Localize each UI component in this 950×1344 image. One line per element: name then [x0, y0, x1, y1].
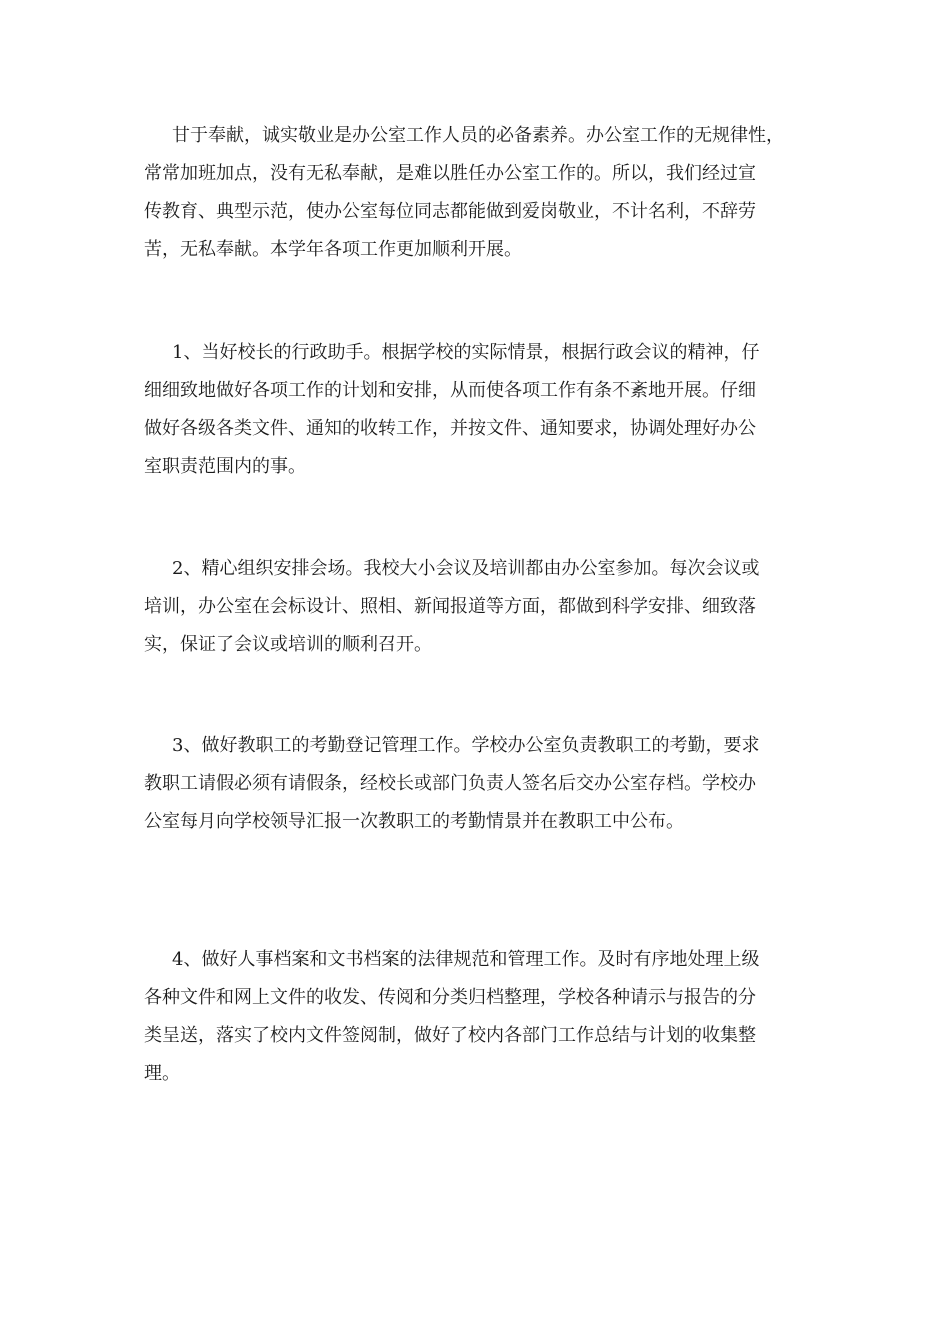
paragraph-line: 培训，办公室在会标设计、照相、新闻报道等方面，都做到科学安排、细致落: [144, 596, 756, 617]
paragraph-line: 3、做好教职工的考勤登记管理工作。学校办公室负责教职工的考勤，要求: [172, 735, 760, 756]
paragraph-line: 室职责范围内的事。: [144, 456, 306, 477]
paragraph-line: 苦，无私奉献。本学年各项工作更加顺利开展。: [144, 239, 522, 260]
paragraph-line: 各种文件和网上文件的收发、传阅和分类归档整理，学校各种请示与报告的分: [144, 987, 756, 1008]
paragraph-line: 公室每月向学校领导汇报一次教职工的考勤情景并在教职工中公布。: [144, 811, 684, 832]
paragraph-line: 传教育、典型示范，使办公室每位同志都能做到爱岗敬业，不计名利，不辞劳: [144, 201, 756, 222]
paragraph-line: 理。: [144, 1063, 180, 1084]
paragraph-item-1: [144, 334, 804, 486]
paragraph-line: 做好各级各类文件、通知的收转工作，并按文件、通知要求，协调处理好办公: [144, 418, 756, 439]
paragraph-line: 常常加班加点，没有无私奉献，是难以胜任办公室工作的。所以，我们经过宣: [144, 163, 756, 184]
paragraph-item-4: [144, 941, 804, 1093]
paragraph-line: 细细致地做好各项工作的计划和安排，从而使各项工作有条不紊地开展。仔细: [144, 380, 756, 401]
paragraph-dedication: [144, 117, 804, 269]
paragraph-item-3: [144, 727, 804, 841]
paragraph-line: 类呈送，落实了校内文件签阅制，做好了校内各部门工作总结与计划的收集整: [144, 1025, 756, 1046]
paragraph-line: 2、精心组织安排会场。我校大小会议及培训都由办公室参加。每次会议或: [172, 558, 760, 579]
paragraph-line: 甘于奉献，诚实敬业是办公室工作人员的必备素养。办公室工作的无规律性，: [172, 125, 784, 146]
paragraph-line: 教职工请假必须有请假条，经校长或部门负责人签名后交办公室存档。学校办: [144, 773, 756, 794]
paragraph-line: 1、当好校长的行政助手。根据学校的实际情景，根据行政会议的精神，仔: [172, 342, 760, 363]
paragraph-item-2: [144, 550, 804, 664]
paragraph-line: 实，保证了会议或培训的顺利召开。: [144, 634, 432, 655]
paragraph-line: 4、做好人事档案和文书档案的法律规范和管理工作。及时有序地处理上级: [172, 949, 760, 970]
